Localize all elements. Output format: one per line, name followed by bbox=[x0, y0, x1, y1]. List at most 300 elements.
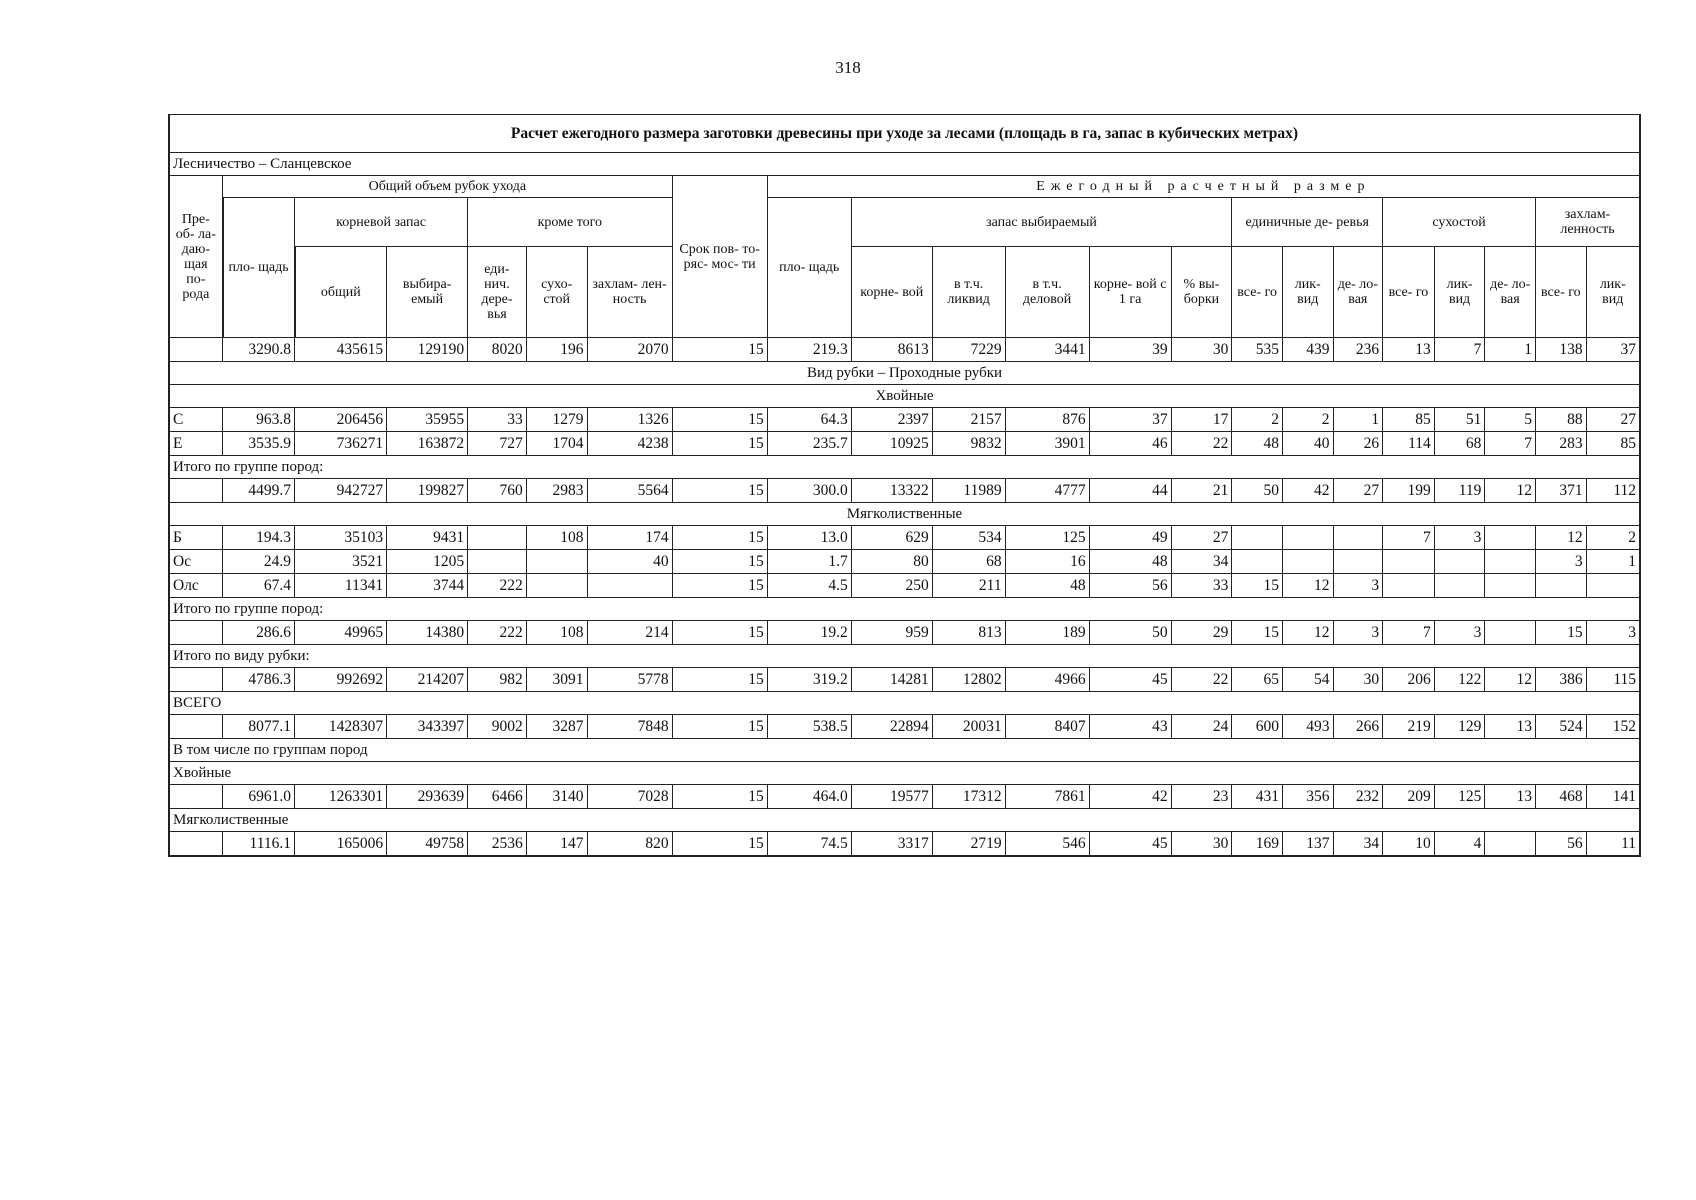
table-row bbox=[169, 526, 1640, 550]
table-cell: 4.5 bbox=[767, 574, 851, 598]
table-cell: 3535.9 bbox=[223, 432, 295, 456]
table-cell: 199827 bbox=[387, 479, 468, 503]
section-cut-type: Вид рубки – Проходные рубки bbox=[169, 362, 1640, 385]
table-cell: 15 bbox=[672, 668, 767, 692]
table-cell: 629 bbox=[851, 526, 932, 550]
table-cell: 44 bbox=[1089, 479, 1171, 503]
header-pct-selection: % вы- борки bbox=[1171, 247, 1232, 338]
table-cell: 535 bbox=[1232, 338, 1283, 362]
table-cell: 16 bbox=[1005, 550, 1089, 574]
table-cell: 50 bbox=[1232, 479, 1283, 503]
table-cell: 2157 bbox=[932, 408, 1005, 432]
table-cell: 8020 bbox=[468, 338, 527, 362]
table-cell: 15 bbox=[1232, 574, 1283, 598]
table-cell: 48 bbox=[1232, 432, 1283, 456]
table-cell: 40 bbox=[1282, 432, 1333, 456]
table-cell bbox=[1333, 550, 1383, 574]
table-cell: 14281 bbox=[851, 668, 932, 692]
table-cell: 524 bbox=[1535, 715, 1586, 739]
table-cell: 174 bbox=[587, 526, 672, 550]
header-total-volume: Общий объем рубок ухода bbox=[223, 176, 672, 198]
header-liquid-3: лик- вид bbox=[1586, 247, 1640, 338]
table-cell: 538.5 bbox=[767, 715, 851, 739]
table-cell: 9832 bbox=[932, 432, 1005, 456]
table-cell: 21 bbox=[1171, 479, 1232, 503]
header-root-per-ha: корне- вой с 1 га bbox=[1089, 247, 1171, 338]
header-term: Срок пов- то- ряс- мос- ти bbox=[672, 176, 767, 338]
table-cell: 3521 bbox=[295, 550, 387, 574]
header-selectable: выбира- емый bbox=[387, 247, 468, 338]
table-cell: 80 bbox=[851, 550, 932, 574]
table-cell: 147 bbox=[526, 832, 587, 857]
table-cell: 15 bbox=[1535, 621, 1586, 645]
table-cell: 24.9 bbox=[223, 550, 295, 574]
table-cell: 4786.3 bbox=[223, 668, 295, 692]
header-business-2: де- ло- вая bbox=[1485, 247, 1536, 338]
table-cell: 33 bbox=[468, 408, 527, 432]
header-litter-sub: захлам- лен- ность bbox=[587, 247, 672, 338]
table-cell: 5564 bbox=[587, 479, 672, 503]
table-cell: 7 bbox=[1434, 338, 1485, 362]
table-cell: 22 bbox=[1171, 432, 1232, 456]
table-cell bbox=[1232, 550, 1283, 574]
table-cell: 15 bbox=[672, 526, 767, 550]
table-cell: 30 bbox=[1171, 832, 1232, 857]
table-cell bbox=[1232, 526, 1283, 550]
table-cell: 9002 bbox=[468, 715, 527, 739]
cell-species bbox=[169, 832, 223, 857]
table-cell: 209 bbox=[1383, 785, 1435, 809]
table-cell: 27 bbox=[1171, 526, 1232, 550]
table-cell: 10925 bbox=[851, 432, 932, 456]
table-cell: 7028 bbox=[587, 785, 672, 809]
group-label: Мягколиственные bbox=[169, 809, 1640, 832]
table-cell: 45 bbox=[1089, 668, 1171, 692]
table-cell: 23 bbox=[1171, 785, 1232, 809]
table-cell: 43 bbox=[1089, 715, 1171, 739]
table-cell bbox=[1485, 621, 1536, 645]
table-cell: 2 bbox=[1232, 408, 1283, 432]
header-liquid: лик- вид bbox=[1282, 247, 1333, 338]
table-cell: 236 bbox=[1333, 338, 1383, 362]
table-cell: 26 bbox=[1333, 432, 1383, 456]
table-cell: 67.4 bbox=[223, 574, 295, 598]
table-cell: 11989 bbox=[932, 479, 1005, 503]
table-cell: 129190 bbox=[387, 338, 468, 362]
table-cell: 115 bbox=[1586, 668, 1640, 692]
harvest-table bbox=[168, 114, 1641, 857]
header-root: корне- вой bbox=[851, 247, 932, 338]
table-cell: 12802 bbox=[932, 668, 1005, 692]
table-cell: 56 bbox=[1089, 574, 1171, 598]
table-cell: 13 bbox=[1485, 785, 1536, 809]
table-cell: 13.0 bbox=[767, 526, 851, 550]
table-row bbox=[169, 479, 1640, 503]
table-cell: 54 bbox=[1282, 668, 1333, 692]
cell-species: С bbox=[169, 408, 223, 432]
table-cell: 736271 bbox=[295, 432, 387, 456]
table-row bbox=[169, 832, 1640, 857]
table-cell: 493 bbox=[1282, 715, 1333, 739]
table-cell: 42 bbox=[1282, 479, 1333, 503]
table-cell: 1263301 bbox=[295, 785, 387, 809]
table-cell: 3441 bbox=[1005, 338, 1089, 362]
table-cell: 65 bbox=[1232, 668, 1283, 692]
table-cell: 4 bbox=[1434, 832, 1485, 857]
table-cell: 169 bbox=[1232, 832, 1283, 857]
cell-species: Б bbox=[169, 526, 223, 550]
table-cell: 88 bbox=[1535, 408, 1586, 432]
group-total-label: Итого по группе пород: bbox=[169, 456, 1640, 479]
table-cell: 163872 bbox=[387, 432, 468, 456]
table-cell bbox=[1535, 574, 1586, 598]
table-cell: 813 bbox=[932, 621, 1005, 645]
cell-species bbox=[169, 715, 223, 739]
table-cell: 27 bbox=[1586, 408, 1640, 432]
table-cell bbox=[1282, 550, 1333, 574]
table-cell: 7 bbox=[1383, 526, 1435, 550]
table-cell: 319.2 bbox=[767, 668, 851, 692]
table-cell: 439 bbox=[1282, 338, 1333, 362]
forestry-label: Лесничество – Сланцевское bbox=[169, 153, 1640, 176]
table-cell: 3 bbox=[1535, 550, 1586, 574]
table-cell: 464.0 bbox=[767, 785, 851, 809]
table-cell: 112 bbox=[1586, 479, 1640, 503]
table-cell: 12 bbox=[1535, 526, 1586, 550]
table-cell: 214 bbox=[587, 621, 672, 645]
table-cell: 196 bbox=[526, 338, 587, 362]
table-cell: 214207 bbox=[387, 668, 468, 692]
table-cell: 4777 bbox=[1005, 479, 1089, 503]
table-cell: 17312 bbox=[932, 785, 1005, 809]
table-cell: 11 bbox=[1586, 832, 1640, 857]
header-besides: кроме того bbox=[468, 198, 672, 247]
header-area: пло- щадь bbox=[223, 198, 295, 338]
table-cell: 15 bbox=[672, 408, 767, 432]
table-cell: 7 bbox=[1485, 432, 1536, 456]
table-cell: 4499.7 bbox=[223, 479, 295, 503]
table-cell: 2070 bbox=[587, 338, 672, 362]
table-cell: 211 bbox=[932, 574, 1005, 598]
table-cell: 3 bbox=[1434, 621, 1485, 645]
cell-species bbox=[169, 338, 223, 362]
table-cell: 1 bbox=[1333, 408, 1383, 432]
table-cell: 12 bbox=[1485, 479, 1536, 503]
header-dry: сухо- стой bbox=[526, 247, 587, 338]
table-cell: 194.3 bbox=[223, 526, 295, 550]
table-cell: 343397 bbox=[387, 715, 468, 739]
header-dead-wood: сухостой bbox=[1383, 198, 1536, 247]
table-row bbox=[169, 338, 1640, 362]
table-cell: 468 bbox=[1535, 785, 1586, 809]
table-cell: 6466 bbox=[468, 785, 527, 809]
table-cell bbox=[1485, 550, 1536, 574]
table-cell bbox=[526, 574, 587, 598]
table-cell: 108 bbox=[526, 621, 587, 645]
table-cell: 1205 bbox=[387, 550, 468, 574]
table-cell: 963.8 bbox=[223, 408, 295, 432]
table-cell: 50 bbox=[1089, 621, 1171, 645]
table-cell: 219 bbox=[1383, 715, 1435, 739]
group-label: Хвойные bbox=[169, 385, 1640, 408]
table-cell: 266 bbox=[1333, 715, 1383, 739]
table-cell: 15 bbox=[672, 338, 767, 362]
table-cell: 12 bbox=[1485, 668, 1536, 692]
table-cell: 15 bbox=[672, 432, 767, 456]
table-cell: 3901 bbox=[1005, 432, 1089, 456]
table-cell: 29 bbox=[1171, 621, 1232, 645]
table-cell: 876 bbox=[1005, 408, 1089, 432]
table-cell: 250 bbox=[851, 574, 932, 598]
table-cell: 15 bbox=[672, 621, 767, 645]
table-cell: 300.0 bbox=[767, 479, 851, 503]
table-cell: 283 bbox=[1535, 432, 1586, 456]
header-total: общий bbox=[295, 247, 387, 338]
cell-species: Е bbox=[169, 432, 223, 456]
header-annual: Ежегодный расчетный размер bbox=[767, 176, 1640, 198]
table-cell: 1116.1 bbox=[223, 832, 295, 857]
table-cell: 19.2 bbox=[767, 621, 851, 645]
table-cell bbox=[1485, 526, 1536, 550]
table-cell: 431 bbox=[1232, 785, 1283, 809]
header-single: еди- нич. дере- вья bbox=[468, 247, 527, 338]
group-total-label: Итого по группе пород: bbox=[169, 598, 1640, 621]
table-row bbox=[169, 574, 1640, 598]
table-cell: 600 bbox=[1232, 715, 1283, 739]
table-cell: 3 bbox=[1333, 621, 1383, 645]
table-cell: 356 bbox=[1282, 785, 1333, 809]
table-row bbox=[169, 621, 1640, 645]
table-cell: 189 bbox=[1005, 621, 1089, 645]
table-cell: 8407 bbox=[1005, 715, 1089, 739]
header-business: де- ло- вая bbox=[1333, 247, 1383, 338]
table-cell: 114 bbox=[1383, 432, 1435, 456]
table-cell: 15 bbox=[672, 785, 767, 809]
table-cell: 49758 bbox=[387, 832, 468, 857]
table-cell: 34 bbox=[1333, 832, 1383, 857]
table-cell bbox=[1485, 574, 1536, 598]
table-cell: 10 bbox=[1383, 832, 1435, 857]
table-cell: 68 bbox=[1434, 432, 1485, 456]
table-cell: 222 bbox=[468, 621, 527, 645]
table-cell bbox=[468, 526, 527, 550]
table-cell: 85 bbox=[1586, 432, 1640, 456]
table-cell: 1704 bbox=[526, 432, 587, 456]
table-cell: 727 bbox=[468, 432, 527, 456]
table-cell: 37 bbox=[1586, 338, 1640, 362]
table-cell: 45 bbox=[1089, 832, 1171, 857]
table-cell: 37 bbox=[1089, 408, 1171, 432]
table-cell: 19577 bbox=[851, 785, 932, 809]
table-cell: 760 bbox=[468, 479, 527, 503]
table-cell: 15 bbox=[672, 550, 767, 574]
table-cell: 64.3 bbox=[767, 408, 851, 432]
table-cell: 35103 bbox=[295, 526, 387, 550]
table-cell: 293639 bbox=[387, 785, 468, 809]
table-cell: 222 bbox=[468, 574, 527, 598]
table-cell: 48 bbox=[1005, 574, 1089, 598]
cell-species: Олс bbox=[169, 574, 223, 598]
table-cell: 1428307 bbox=[295, 715, 387, 739]
table-cell: 56 bbox=[1535, 832, 1586, 857]
table-cell: 85 bbox=[1383, 408, 1435, 432]
table-cell: 534 bbox=[932, 526, 1005, 550]
table-cell: 22 bbox=[1171, 668, 1232, 692]
table-cell: 15 bbox=[1232, 621, 1283, 645]
table-cell: 3744 bbox=[387, 574, 468, 598]
table-cell: 2 bbox=[1586, 526, 1640, 550]
table-cell: 3 bbox=[1586, 621, 1640, 645]
table-cell: 138 bbox=[1535, 338, 1586, 362]
table-cell: 27 bbox=[1333, 479, 1383, 503]
cut-total-label: Итого по виду рубки: bbox=[169, 645, 1640, 668]
table-cell: 74.5 bbox=[767, 832, 851, 857]
grand-total-label: ВСЕГО bbox=[169, 692, 1640, 715]
table-cell: 2536 bbox=[468, 832, 527, 857]
table-cell: 942727 bbox=[295, 479, 387, 503]
table-cell bbox=[468, 550, 527, 574]
table-cell: 8613 bbox=[851, 338, 932, 362]
table-cell: 371 bbox=[1535, 479, 1586, 503]
table-title: Расчет ежегодного размера заготовки древесины при уходе за лесами (площадь в га, запас в кубических метрах) bbox=[169, 115, 1640, 153]
table-cell bbox=[587, 574, 672, 598]
header-all: все- го bbox=[1232, 247, 1283, 338]
table-cell: 48 bbox=[1089, 550, 1171, 574]
table-cell: 51 bbox=[1434, 408, 1485, 432]
group-label: Хвойные bbox=[169, 762, 1640, 785]
table-cell: 7229 bbox=[932, 338, 1005, 362]
table-cell: 1279 bbox=[526, 408, 587, 432]
table-cell: 4966 bbox=[1005, 668, 1089, 692]
cell-species bbox=[169, 668, 223, 692]
table-row bbox=[169, 668, 1640, 692]
table-cell: 12 bbox=[1282, 574, 1333, 598]
table-cell: 33 bbox=[1171, 574, 1232, 598]
table-cell: 8077.1 bbox=[223, 715, 295, 739]
by-groups-label: В том числе по группам пород bbox=[169, 739, 1640, 762]
table-cell: 125 bbox=[1434, 785, 1485, 809]
table-cell: 3 bbox=[1333, 574, 1383, 598]
table-cell: 9431 bbox=[387, 526, 468, 550]
table-cell: 982 bbox=[468, 668, 527, 692]
table-cell: 546 bbox=[1005, 832, 1089, 857]
table-cell: 199 bbox=[1383, 479, 1435, 503]
table-cell: 206456 bbox=[295, 408, 387, 432]
table-cell: 5 bbox=[1485, 408, 1536, 432]
table-cell: 4238 bbox=[587, 432, 672, 456]
header-root-stock: корневой запас bbox=[295, 198, 468, 247]
table-cell: 20031 bbox=[932, 715, 1005, 739]
table-cell: 1 bbox=[1586, 550, 1640, 574]
table-cell bbox=[1282, 526, 1333, 550]
table-cell: 232 bbox=[1333, 785, 1383, 809]
table-cell: 11341 bbox=[295, 574, 387, 598]
page-number: 318 bbox=[835, 58, 861, 77]
table-cell: 206 bbox=[1383, 668, 1435, 692]
table-cell: 1.7 bbox=[767, 550, 851, 574]
header-species: Пре- об- ла- даю- щая по- рода bbox=[169, 176, 223, 338]
table-cell: 35955 bbox=[387, 408, 468, 432]
header-stock-selected: запас выбираемый bbox=[851, 198, 1232, 247]
table-cell: 49 bbox=[1089, 526, 1171, 550]
table-cell: 40 bbox=[587, 550, 672, 574]
table-cell: 30 bbox=[1333, 668, 1383, 692]
table-cell: 108 bbox=[526, 526, 587, 550]
table-cell: 820 bbox=[587, 832, 672, 857]
table-cell: 7 bbox=[1383, 621, 1435, 645]
table-cell: 386 bbox=[1535, 668, 1586, 692]
table-cell: 3091 bbox=[526, 668, 587, 692]
table-cell: 3 bbox=[1434, 526, 1485, 550]
table-cell: 286.6 bbox=[223, 621, 295, 645]
table-cell: 992692 bbox=[295, 668, 387, 692]
table-cell: 435615 bbox=[295, 338, 387, 362]
table-cell: 24 bbox=[1171, 715, 1232, 739]
table-cell: 13 bbox=[1485, 715, 1536, 739]
table-cell: 46 bbox=[1089, 432, 1171, 456]
header-all-2: все- го bbox=[1383, 247, 1435, 338]
table-cell: 34 bbox=[1171, 550, 1232, 574]
table-cell: 68 bbox=[932, 550, 1005, 574]
table-cell: 5778 bbox=[587, 668, 672, 692]
table-cell: 15 bbox=[672, 715, 767, 739]
table-cell: 15 bbox=[672, 479, 767, 503]
table-cell: 13322 bbox=[851, 479, 932, 503]
table-cell: 1326 bbox=[587, 408, 672, 432]
table-cell: 137 bbox=[1282, 832, 1333, 857]
header-area-annual: пло- щадь bbox=[767, 198, 851, 338]
table-cell bbox=[1333, 526, 1383, 550]
table-cell: 39 bbox=[1089, 338, 1171, 362]
table-cell: 7861 bbox=[1005, 785, 1089, 809]
table-cell: 22894 bbox=[851, 715, 932, 739]
table-cell bbox=[1383, 574, 1435, 598]
table-cell: 165006 bbox=[295, 832, 387, 857]
table-row bbox=[169, 408, 1640, 432]
table-cell bbox=[526, 550, 587, 574]
header-all-3: все- го bbox=[1535, 247, 1586, 338]
group-label: Мягколиственные bbox=[169, 503, 1640, 526]
cell-species bbox=[169, 621, 223, 645]
table-cell: 15 bbox=[672, 574, 767, 598]
table-cell: 14380 bbox=[387, 621, 468, 645]
table-cell: 3317 bbox=[851, 832, 932, 857]
table-cell: 3287 bbox=[526, 715, 587, 739]
table-cell bbox=[1383, 550, 1435, 574]
table-cell: 1 bbox=[1485, 338, 1536, 362]
table-cell bbox=[1434, 550, 1485, 574]
table-row bbox=[169, 715, 1640, 739]
table-cell bbox=[1434, 574, 1485, 598]
cell-species bbox=[169, 479, 223, 503]
table-cell bbox=[1485, 832, 1536, 857]
header-incl-business: в т.ч. деловой bbox=[1005, 247, 1089, 338]
table-cell: 2719 bbox=[932, 832, 1005, 857]
header-litter: захлам- ленность bbox=[1535, 198, 1640, 247]
table-cell: 2983 bbox=[526, 479, 587, 503]
table-cell: 3140 bbox=[526, 785, 587, 809]
table-row bbox=[169, 432, 1640, 456]
table-cell: 141 bbox=[1586, 785, 1640, 809]
table-cell: 7848 bbox=[587, 715, 672, 739]
table-cell: 49965 bbox=[295, 621, 387, 645]
header-incl-liquid: в т.ч. ликвид bbox=[932, 247, 1005, 338]
table-cell: 152 bbox=[1586, 715, 1640, 739]
table-cell: 235.7 bbox=[767, 432, 851, 456]
table-cell: 3290.8 bbox=[223, 338, 295, 362]
table-cell: 219.3 bbox=[767, 338, 851, 362]
table-cell: 15 bbox=[672, 832, 767, 857]
